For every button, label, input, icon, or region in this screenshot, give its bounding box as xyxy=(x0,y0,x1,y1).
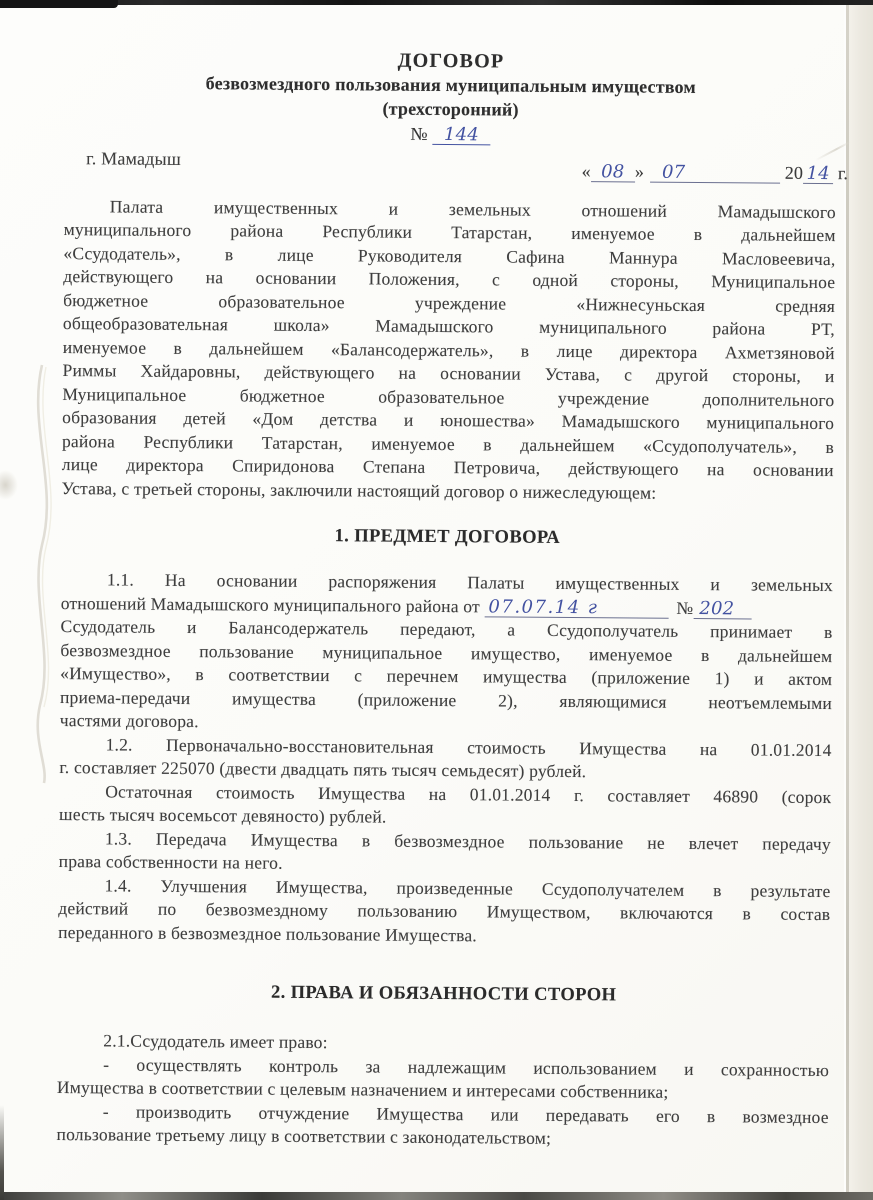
text-line: 2.1.Ссудодатель имеет право: xyxy=(103,1030,328,1053)
order-number-sign: № xyxy=(676,597,694,618)
text-line: муниципального района Республики Татарстан, именуемое в дальнейшем xyxy=(63,219,836,246)
city-label: г. Мамадыш xyxy=(86,148,182,169)
section-1-heading: 1. ПРЕДМЕТ ДОГОВОРА xyxy=(334,526,561,548)
handwritten-day: 08 xyxy=(601,161,625,183)
text-line: 1.4. Улучшения Имущества, произведенные Ссудополучателем в результате xyxy=(104,874,831,901)
text-line: 1.2. Первоначально-восстановительная стоимость Имущества на 01.01.2014 xyxy=(105,733,832,760)
date-line xyxy=(582,160,849,186)
text-line: Имущества в соответствии с целевым назначением и интересами собственника; xyxy=(56,1077,669,1102)
quote-open: « xyxy=(581,161,591,182)
month-blank xyxy=(650,162,780,184)
preamble-paragraph xyxy=(62,195,836,507)
day-blank xyxy=(591,161,635,182)
text-line: Риммы Хайдаровны, действующего на основании Устава, с другой стороны, и xyxy=(62,360,835,387)
quote-close: » xyxy=(634,161,645,182)
doc-number-row xyxy=(64,118,836,151)
clause-2-1-bullet-1 xyxy=(57,1053,829,1106)
order-date-blank xyxy=(484,596,668,618)
year-suffix: г. xyxy=(837,163,849,184)
year-blank xyxy=(803,163,833,184)
doc-number-sign: № xyxy=(410,123,428,144)
handwritten-order-date: 07.07.14 г xyxy=(488,595,599,618)
text-line: Остаточная стоимость Имущества на 01.01.2014 г. составляет 46890 (сорок xyxy=(105,780,832,807)
section-2-heading: 2. ПРАВА И ОБЯЗАННОСТИ СТОРОН xyxy=(270,982,617,1006)
city-date-row xyxy=(64,147,849,186)
text-line: бюджетное образовательное учреждение «Нижнесуньская средняя xyxy=(63,289,836,316)
text-line: 1.3. Передача Имущества в безвозмездное пользование не влечет передачу xyxy=(104,827,831,854)
doc-title: ДОГОВОР xyxy=(397,49,505,73)
clause-1-3-paragraph xyxy=(59,827,831,880)
doc-subtitle: безвозмездного пользования муниципальным имуществом xyxy=(205,73,696,97)
clause-1-2b-paragraph xyxy=(59,780,831,833)
handwritten-month: 07 xyxy=(661,161,686,183)
text-line: - осуществлять контроль за надлежащим использованием и сохранностью xyxy=(103,1053,830,1080)
year-prefix: 20 xyxy=(784,162,804,183)
clause-1-4-paragraph xyxy=(58,874,831,951)
scan-bottom-edge xyxy=(0,1192,873,1200)
text-line: общеобразовательная школа» Мамадышского муниципального района РТ, xyxy=(62,313,835,340)
text-line: образования детей «Дом детства и юношества» Мамадышского муниципального xyxy=(62,407,835,434)
text-line: Ссудодатель и Балансодержатель передают, а Ссудополучатель принимает в xyxy=(60,616,833,643)
clause-1-2-paragraph xyxy=(59,733,831,786)
clause-1-1-paragraph xyxy=(60,568,833,739)
text-line: Устава, с третьей стороны, заключили настоящий договор о нижеследующем: xyxy=(61,477,657,503)
text-line: «Имущество», в соответствии с перечнем имущества (приложение 1) и актом xyxy=(60,663,833,690)
text-line: лице директора Спиридонова Степана Петровича, действующего на основании xyxy=(61,454,834,481)
doc-type-note: (трехсторонний) xyxy=(382,98,519,120)
text-line: г. составляет 225070 (двести двадцать пять тысяч семьдесят) рублей. xyxy=(59,757,587,782)
text-line: права собственности на него. xyxy=(58,851,283,873)
clause-1-1-line-2-text: отношений Мамадышского муниципального района от xyxy=(60,592,480,616)
text-line: безвозмездное пользование муниципальное имущество, именуемое в дальнейшем xyxy=(60,639,833,666)
clause-1-1-line-1: 1.1. На основании распоряжения Палаты имущественных и земельных xyxy=(106,569,833,596)
text-line: переданного в безвозмездное пользование Имущества. xyxy=(58,921,478,945)
text-line: шесть тысяч восемьсот девяносто) рублей. xyxy=(58,804,387,827)
text-line: действий по безвозмездному пользованию Имуществом, включаются в состав xyxy=(58,898,831,925)
text-line: Муниципальное бюджетное образовательное учреждение дополнительного xyxy=(62,383,835,410)
text-line: приема-передачи имущества (приложение 2), являющимися неотъемлемыми xyxy=(59,686,833,713)
doc-number-blank xyxy=(432,124,490,145)
text-line: района Республики Татарстан, именуемое в дальнейшем «Ссудополучатель», в xyxy=(61,430,835,457)
text-line: «Ссудодатель», в лице Руководителя Сафина Маннура Масловеевича, xyxy=(63,242,836,269)
text-line: частями договора. xyxy=(59,710,199,732)
clause-2-1-bullet-2 xyxy=(56,1100,828,1153)
handwritten-year: 14 xyxy=(806,162,830,185)
text-line: - производить отчуждение Имущества или передавать его в возмездное xyxy=(102,1100,829,1127)
clause-1-1-rest xyxy=(60,615,833,739)
handwritten-order-number: 202 xyxy=(699,597,735,619)
handwritten-doc-number: 144 xyxy=(443,124,480,146)
text-line: действующего на основании Положения, с одной стороны, Муниципальное xyxy=(63,266,836,293)
order-number-blank xyxy=(693,597,751,618)
text-line: Палата имущественных и земельных отношений Мамадышского xyxy=(109,195,836,222)
text-line: пользование третьему лицу в соответствии с законодательством; xyxy=(56,1124,552,1148)
text-line: именуемое в дальнейшем «Балансодержатель», в лице директора Ахметзяновой xyxy=(62,336,835,363)
